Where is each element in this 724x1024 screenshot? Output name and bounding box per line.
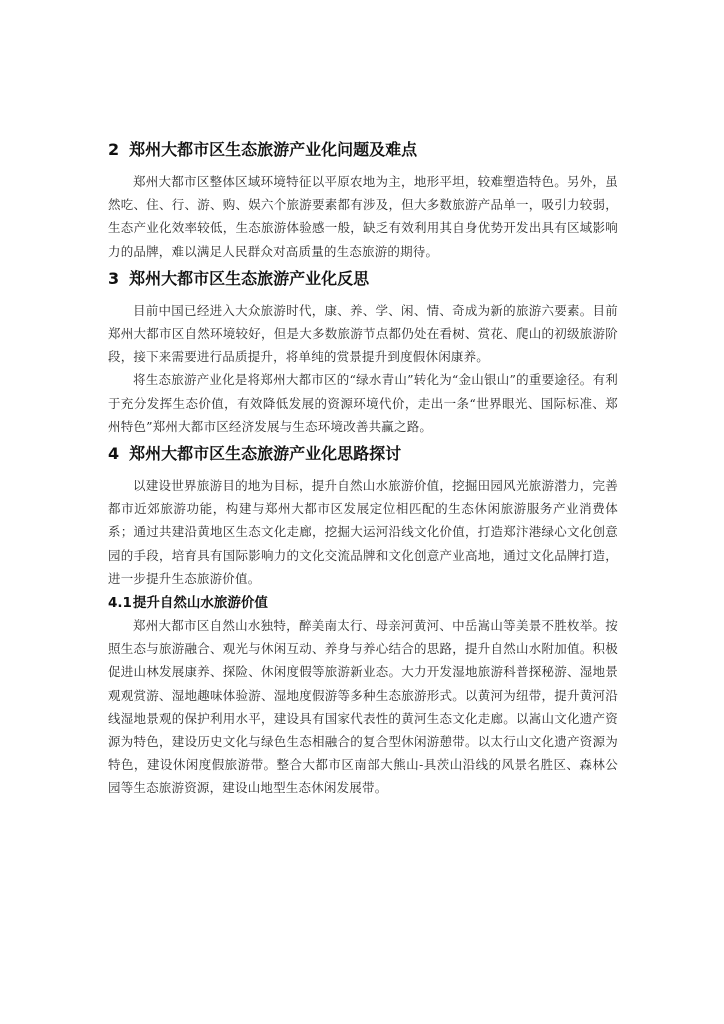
section-title: 郑州大都市区生态旅游产业化问题及难点	[129, 140, 418, 159]
section-number: 3	[108, 268, 120, 288]
section-4-paragraph-1: 以建设世界旅游目的地为目标，提升自然山水旅游价值，挖掘田园风光旅游潜力，完善都市近郊旅游功能，构建与郑州大都市区发展定位相匹配的生态休闲旅游服务产业消费体系；通过共建沿黄地区生态文化走廊，挖掘大运河沿线文化价值，打造郑汴港绿心文化创意园的手段，培育具有国际影响力的文化交流品牌和文化创意产业高地，通过文化品牌打造，进一步提升生态旅游价值。	[108, 478, 618, 586]
section-3-paragraph-2: 将生态旅游产业化是将郑州大都市区的“绿水青山”转化为“金山银山”的重要途径。有利于充分发挥生态价值，有效降低发展的资源环境代价，走出一条“世界眼光、国际标准、郑州特色”郑州大都市区经济发展与生态环境改善共赢之路。	[108, 372, 618, 434]
subsection-4-1-paragraph-1: 郑州大都市区自然山水独特，醉美南太行、母亲河黄河、中岳嵩山等美景不胜枚举。按照生态与旅游融合、观光与休闲互动、养身与养心结合的思路，提升自然山水附加值。积极促进山林发展康养、探险、休闲度假等旅游新业态。大力开发湿地旅游科普探秘游、湿地景观观赏游、湿地趣味体验游、湿地度假游等多种生态旅游形式。以黄河为纽带，提升黄河沿线湿地景观的保护利用水平，建设具有国家代表性的黄河生态文化走廊。以嵩山文化遗产资源为特色，建设历史文化与绿色生态相融合的复合型休闲游憩带。以太行山文化遗产资源为特色，建设休闲度假旅游带。整合大都市区南部大熊山-具茨山沿线的风景名胜区、森林公园等生态旅游资源，建设山地型生态休闲发展带。	[108, 618, 618, 796]
section-title: 郑州大都市区生态旅游产业化反思	[129, 268, 370, 288]
subsection-number: 4.1	[108, 595, 132, 612]
subsection-heading-4-1	[108, 592, 618, 614]
section-heading-4	[108, 442, 618, 466]
document-body	[108, 138, 618, 800]
section-number: 4	[108, 444, 120, 464]
section-heading-3	[108, 267, 618, 291]
section-title: 郑州大都市区生态旅游产业化思路探讨	[129, 444, 402, 464]
section-3-paragraph-1: 目前中国已经进入大众旅游时代，康、养、学、闲、情、奇成为新的旅游六要素。目前郑州大都市区自然环境较好，但是大多数旅游节点都仍处在看树、赏花、爬山的初级旅游阶段，接下来需要进行品质提升，将单纯的赏景提升到度假休闲康养。	[108, 302, 618, 365]
section-number: 2	[108, 140, 120, 159]
subsection-title: 提升自然山水旅游价值	[132, 595, 268, 612]
section-2-paragraph-1: 郑州大都市区整体区域环境特征以平原农地为主，地形平坦，较难塑造特色。另外，虽然吃、住、行、游、购、娱六个旅游要素都有涉及，但大多数旅游产品单一，吸引力较弱，生态产业化效率较低，生态旅游体验感一般，缺乏有效利用其自身优势开发出具有区域影响力的品牌，难以满足人民群众对高质量的生态旅游的期待。	[108, 174, 618, 259]
section-heading-2	[108, 138, 618, 162]
